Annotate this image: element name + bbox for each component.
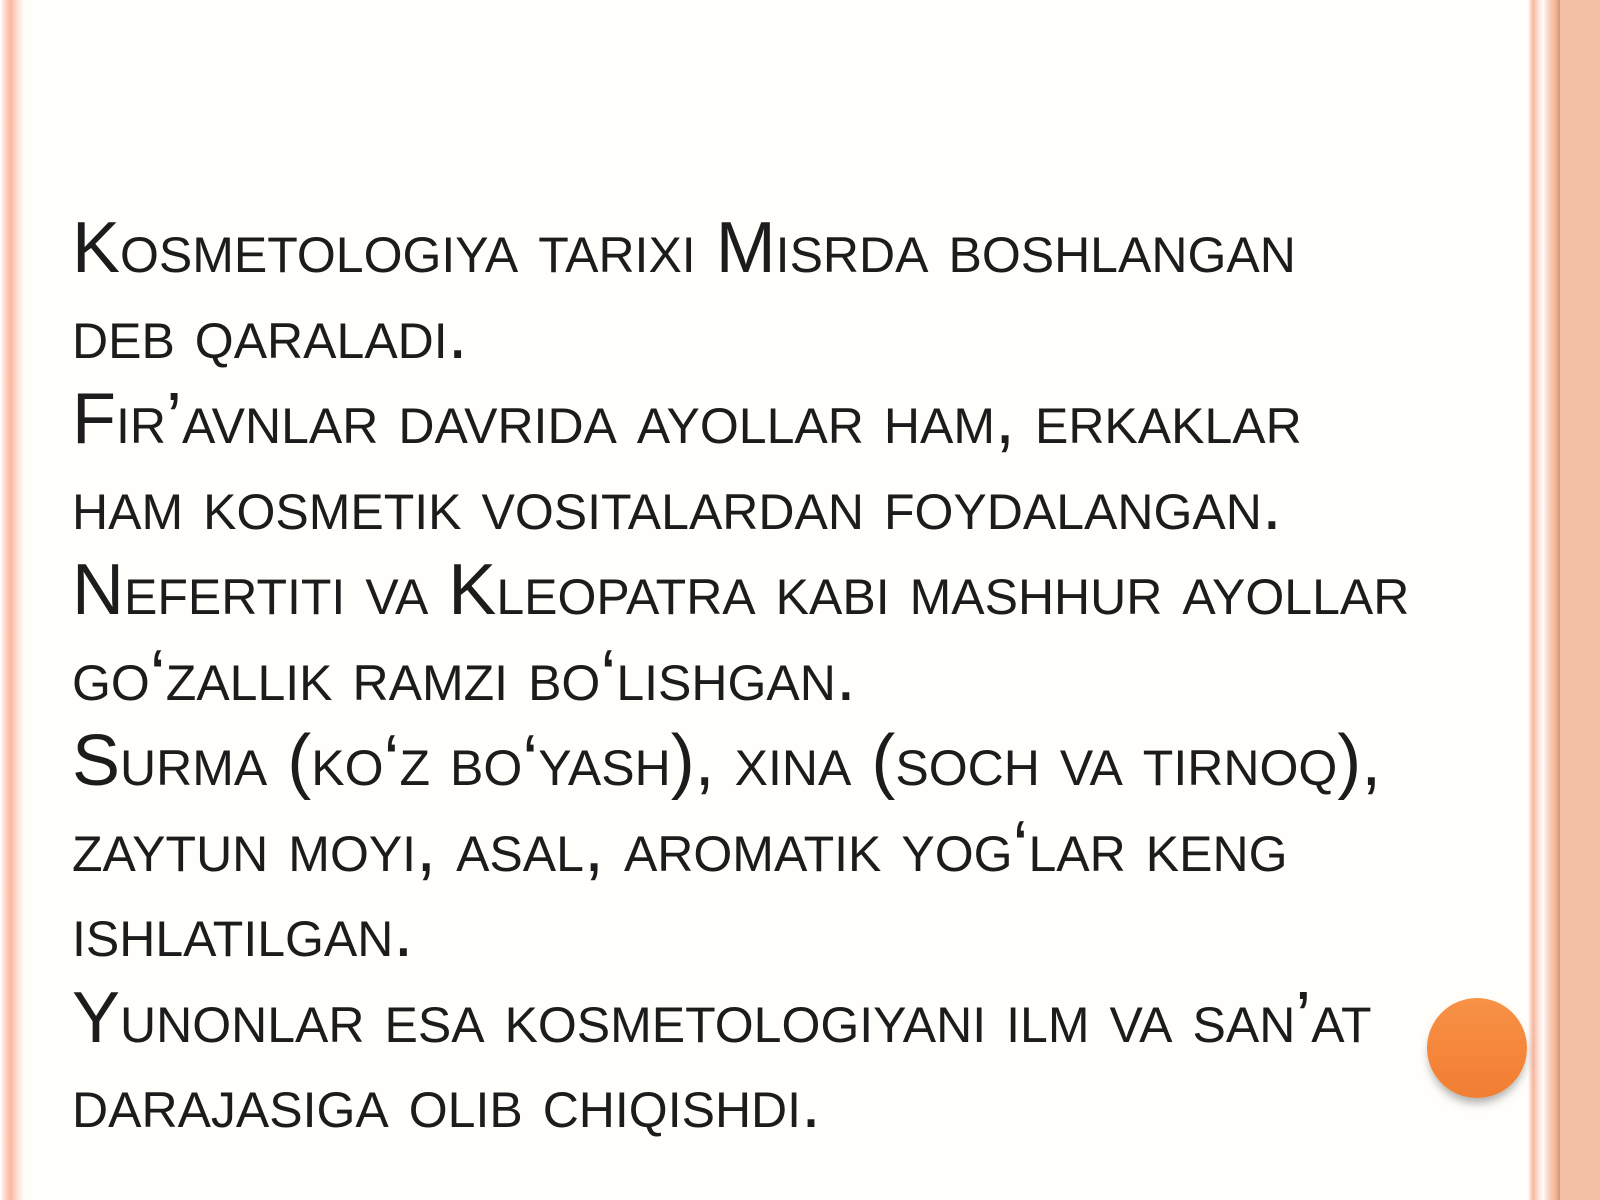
text-line: Surma (ko‘z bo‘yash), xina (soch va tirnoq),	[72, 721, 1382, 801]
text-line: deb qaraladi.	[72, 293, 468, 374]
text-line: go‘zallik ramzi bo‘lishgan.	[72, 635, 856, 716]
text-line: ham kosmetik vositalardan foydalangan.	[72, 464, 1282, 545]
text-line: ishlatilgan.	[72, 892, 414, 972]
text-line: Yunonlar esa kosmetologiyani ilm va san’at	[72, 977, 1372, 1058]
text-line: Kosmetologiya tarixi Misrda boshlangan	[72, 208, 1296, 288]
text-line: zaytun moyi, asal, aromatik yog‘lar keng	[72, 806, 1288, 887]
text-line: Nefertiti va Kleopatra kabi mashhur ayollar	[72, 550, 1410, 630]
slide-body-text	[72, 206, 1572, 1147]
text-line: Fir’avnlar davrida ayollar ham, erkaklar	[72, 379, 1302, 459]
left-border-stripe	[0, 0, 26, 1200]
text-line: darajasiga olib chiqishdi.	[72, 1063, 822, 1143]
